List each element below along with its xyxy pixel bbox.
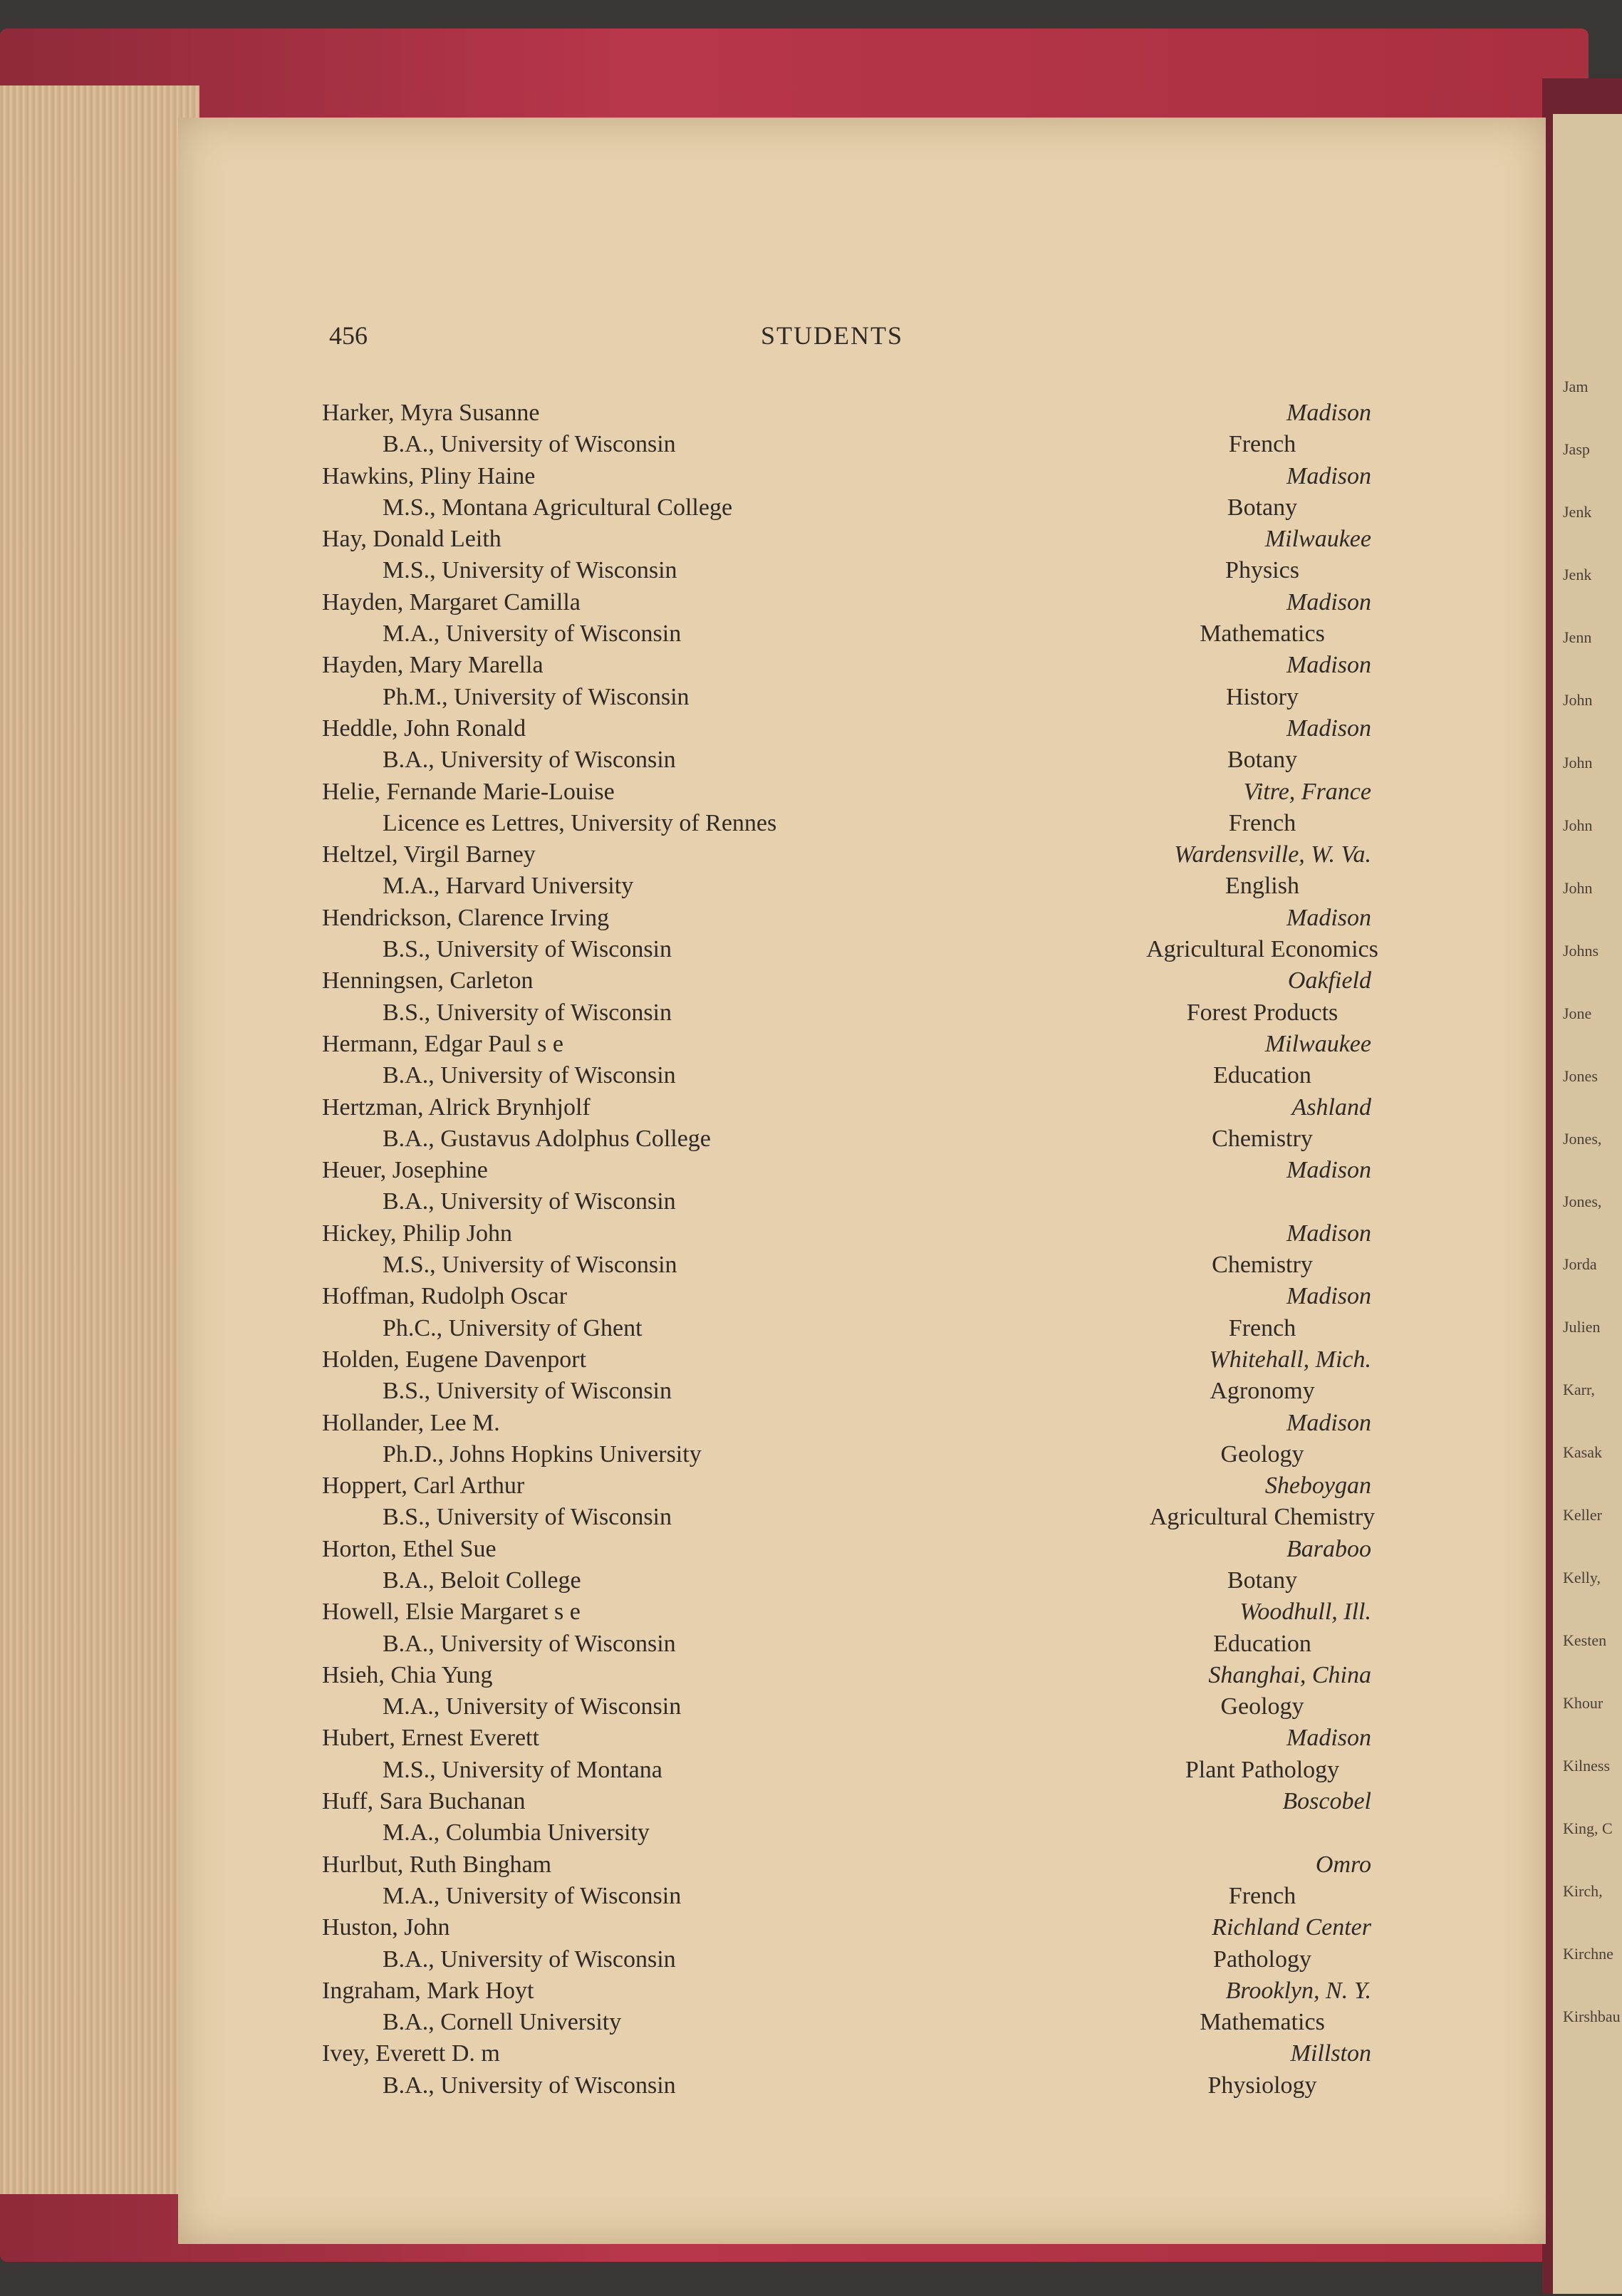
facing-page-fragment: Jenk [1563, 566, 1592, 583]
student-entry [0, 1344, 1622, 1408]
entry-degree-line [0, 1755, 1622, 1786]
student-name: Hollander, Lee M. [322, 1409, 500, 1436]
entry-degree-line [0, 682, 1622, 713]
student-degree: B.A., University of Wisconsin [383, 1630, 676, 1657]
entry-degree-line [0, 1250, 1622, 1281]
entry-degree-line [0, 1060, 1622, 1091]
student-name: Hermann, Edgar Paul s e [322, 1030, 563, 1057]
entry-degree-line [0, 1629, 1622, 1660]
student-degree: M.A., Harvard University [383, 873, 634, 900]
student-hometown: Madison [1286, 1157, 1371, 1184]
student-department: Physiology [1207, 2072, 1317, 2099]
entry-name-line [0, 398, 1622, 429]
facing-page-fragment: Johns [1563, 942, 1599, 960]
entry-name-line [0, 1786, 1622, 1817]
facing-page-fragment: Kirchne [1563, 1945, 1613, 1963]
student-name: Hawkins, Pliny Haine [322, 462, 536, 489]
facing-page-fragment: King, C [1563, 1819, 1613, 1837]
student-entry [0, 903, 1622, 966]
entry-degree-line [0, 1502, 1622, 1533]
student-department: Geology [1220, 1693, 1304, 1720]
entry-degree-line [0, 492, 1622, 524]
page-header [0, 321, 1622, 356]
student-name: Huston, John [322, 1914, 450, 1941]
entry-name-line [0, 1092, 1622, 1123]
facing-page-fragment: John [1563, 879, 1593, 897]
entry-degree-line [0, 1817, 1622, 1849]
entry-name-line [0, 1660, 1622, 1691]
student-hometown: Madison [1286, 462, 1371, 489]
student-entry [0, 524, 1622, 587]
student-department: French [1228, 431, 1296, 458]
student-entry [0, 2038, 1622, 2102]
page-title: STUDENTS [761, 321, 904, 350]
student-name: Heuer, Josephine [322, 1157, 488, 1184]
student-department: Botany [1227, 494, 1298, 521]
entry-degree-line [0, 1186, 1622, 1217]
student-name: Howell, Elsie Margaret s e [322, 1599, 581, 1626]
student-entry [0, 965, 1622, 1029]
student-name: Holden, Eugene Davenport [322, 1346, 587, 1373]
student-degree: B.A., University of Wisconsin [383, 2072, 676, 2099]
student-degree: B.S., University of Wisconsin [383, 999, 672, 1026]
student-name: Hayden, Mary Marella [322, 652, 544, 679]
student-entry [0, 1218, 1622, 1282]
facing-page-fragment: Julien [1563, 1318, 1601, 1336]
facing-page-fragment: Kirshbau [1563, 2007, 1621, 2025]
student-degree: B.A., University of Wisconsin [383, 431, 676, 458]
student-entry [0, 1849, 1622, 1913]
entry-name-line [0, 1912, 1622, 1943]
student-entry [0, 1534, 1622, 1597]
student-degree: M.S., University of Montana [383, 1756, 662, 1783]
student-entry [0, 1092, 1622, 1155]
student-department: Botany [1227, 747, 1298, 774]
student-department: Physics [1225, 557, 1299, 584]
facing-page-fragment: Kasak [1563, 1443, 1602, 1461]
student-degree: B.A., University of Wisconsin [383, 1188, 676, 1215]
student-department: Geology [1220, 1440, 1304, 1468]
student-degree: B.A., Gustavus Adolphus College [383, 1125, 711, 1152]
student-name: Horton, Ethel Sue [322, 1535, 497, 1562]
facing-page-fragment: Keller [1563, 1506, 1602, 1524]
student-entry [0, 1975, 1622, 2039]
student-entry [0, 776, 1622, 840]
entry-degree-line [0, 618, 1622, 650]
student-hometown: Woodhull, Ill. [1239, 1599, 1371, 1626]
student-name: Ingraham, Mark Hoyt [322, 1977, 534, 2004]
student-degree: M.A., Columbia University [383, 1819, 650, 1846]
student-name: Hayden, Margaret Camilla [322, 588, 581, 615]
student-department: Pathology [1213, 1946, 1311, 1973]
student-department: Agronomy [1210, 1378, 1315, 1405]
student-entry [0, 1281, 1622, 1344]
student-entry [0, 1723, 1622, 1786]
entry-degree-line [0, 1376, 1622, 1407]
student-hometown: Madison [1286, 1409, 1371, 1436]
student-department: French [1228, 1882, 1296, 1909]
student-name: Hurlbut, Ruth Bingham [322, 1851, 552, 1878]
student-entry [0, 587, 1622, 650]
entry-degree-line [0, 808, 1622, 839]
student-entry [0, 1912, 1622, 1975]
student-department: French [1228, 1314, 1296, 1341]
facing-page-fragment: Kirch, [1563, 1882, 1603, 1900]
student-entry [0, 1786, 1622, 1849]
facing-page-fragment: Jorda [1563, 1255, 1597, 1273]
entry-degree-line [0, 1944, 1622, 1975]
entry-degree-line [0, 1565, 1622, 1596]
entry-degree-line [0, 2007, 1622, 2038]
entry-name-line [0, 1849, 1622, 1881]
facing-page-fragment: Kilness [1563, 1757, 1610, 1775]
student-entry [0, 839, 1622, 903]
student-hometown: Millston [1290, 2040, 1371, 2067]
student-department: Mathematics [1200, 620, 1325, 648]
entry-name-line [0, 1281, 1622, 1312]
student-hometown: Boscobel [1282, 1788, 1371, 1815]
entry-degree-line [0, 871, 1622, 902]
student-hometown: Madison [1286, 904, 1371, 931]
entry-degree-line [0, 1123, 1622, 1155]
student-department: Agricultural Chemistry [1149, 1504, 1376, 1531]
student-entry [0, 1660, 1622, 1723]
entry-degree-line [0, 1313, 1622, 1344]
entry-name-line [0, 650, 1622, 681]
student-hometown: Milwaukee [1264, 1030, 1371, 1057]
student-degree: M.A., University of Wisconsin [383, 1882, 682, 1909]
entry-name-line [0, 1723, 1622, 1754]
entry-name-line [0, 839, 1622, 871]
student-name: Helie, Fernande Marie-Louise [322, 778, 615, 805]
facing-page-fragment: John [1563, 754, 1593, 772]
student-hometown: Madison [1286, 588, 1371, 615]
entry-name-line [0, 1596, 1622, 1628]
student-hometown: Madison [1286, 1220, 1371, 1247]
student-name: Harker, Myra Susanne [322, 400, 540, 426]
student-name: Heltzel, Virgil Barney [322, 841, 536, 868]
student-name: Hay, Donald Leith [322, 526, 501, 553]
student-hometown: Madison [1286, 1283, 1371, 1310]
student-degree: B.S., University of Wisconsin [383, 1504, 672, 1531]
student-hometown: Vitre, France [1243, 778, 1371, 805]
facing-page-fragment: Kelly, [1563, 1569, 1601, 1586]
student-degree: Ph.C., University of Ghent [383, 1314, 643, 1341]
student-department: Mathematics [1200, 2009, 1325, 2036]
student-degree: B.A., Cornell University [383, 2009, 622, 2036]
entry-degree-line [0, 555, 1622, 586]
entry-degree-line [0, 2070, 1622, 2102]
facing-page-fragment: Jenn [1563, 628, 1592, 646]
student-department: Plant Pathology [1185, 1756, 1340, 1783]
entry-name-line [0, 524, 1622, 555]
student-degree: B.A., University of Wisconsin [383, 1062, 676, 1089]
entry-degree-line [0, 1691, 1622, 1723]
student-degree: B.A., University of Wisconsin [383, 747, 676, 774]
facing-page-fragment: Jones, [1563, 1130, 1602, 1148]
student-hometown: Baraboo [1286, 1535, 1371, 1562]
student-entry [0, 1155, 1622, 1218]
entry-name-line [0, 1470, 1622, 1502]
page-number: 456 [329, 321, 368, 350]
student-name: Huff, Sara Buchanan [322, 1788, 526, 1815]
student-name: Hertzman, Alrick Brynhjolf [322, 1094, 591, 1121]
student-name: Hendrickson, Clarence Irving [322, 904, 610, 931]
student-degree: B.S., University of Wisconsin [383, 936, 672, 963]
student-name: Hubert, Ernest Everett [322, 1725, 539, 1752]
student-degree: Licence es Lettres, University of Rennes [383, 809, 777, 836]
student-hometown: Richland Center [1212, 1914, 1371, 1941]
student-hometown: Ashland [1291, 1094, 1371, 1121]
student-hometown: Madison [1286, 715, 1371, 742]
facing-page-fragment: Kesten [1563, 1631, 1607, 1649]
student-degree: B.S., University of Wisconsin [383, 1378, 672, 1405]
facing-page-fragment: Jam [1563, 378, 1589, 395]
student-name: Ivey, Everett D. m [322, 2040, 500, 2067]
entry-name-line [0, 587, 1622, 618]
student-entry [0, 461, 1622, 524]
facing-page-fragment: John [1563, 816, 1593, 834]
facing-page-fragment: Karr, [1563, 1381, 1595, 1398]
student-entry [0, 1408, 1622, 1471]
student-department: Education [1213, 1630, 1311, 1657]
student-hometown: Madison [1286, 1725, 1371, 1752]
entry-name-line [0, 461, 1622, 492]
entry-name-line [0, 713, 1622, 744]
entry-name-line [0, 776, 1622, 808]
student-hometown: Wardensville, W. Va. [1174, 841, 1371, 868]
student-entry [0, 713, 1622, 776]
student-hometown: Oakfield [1287, 967, 1371, 994]
student-degree: M.S., University of Wisconsin [383, 557, 677, 584]
student-department: Forest Products [1186, 999, 1338, 1026]
student-name: Heddle, John Ronald [322, 715, 526, 742]
entry-name-line [0, 1029, 1622, 1060]
entry-name-line [0, 1155, 1622, 1186]
student-name: Hickey, Philip John [322, 1220, 512, 1247]
student-department: Botany [1227, 1567, 1298, 1594]
student-department: Chemistry [1212, 1252, 1313, 1279]
student-degree: B.A., University of Wisconsin [383, 1946, 676, 1973]
entry-name-line [0, 965, 1622, 997]
student-hometown: Milwaukee [1264, 526, 1371, 553]
student-department: English [1225, 873, 1299, 900]
entry-name-line [0, 1534, 1622, 1565]
student-name: Henningsen, Carleton [322, 967, 534, 994]
student-department: Agricultural Economics [1146, 936, 1378, 963]
entry-name-line [0, 903, 1622, 934]
student-degree: Ph.D., Johns Hopkins University [383, 1440, 702, 1468]
student-hometown: Sheboygan [1264, 1472, 1371, 1500]
student-name: Hoppert, Carl Arthur [322, 1472, 525, 1500]
facing-page-fragment: Jasp [1563, 440, 1590, 458]
student-department: History [1226, 683, 1299, 710]
entry-name-line [0, 2038, 1622, 2069]
facing-page-fragment: Jones, [1563, 1193, 1602, 1210]
entry-name-line [0, 1408, 1622, 1439]
student-degree: M.S., University of Wisconsin [383, 1252, 677, 1279]
student-hometown: Omro [1315, 1851, 1371, 1878]
student-entry [0, 1596, 1622, 1660]
student-department: French [1228, 809, 1296, 836]
student-entry [0, 1029, 1622, 1092]
entry-name-line [0, 1344, 1622, 1376]
facing-page-fragment: Jones [1563, 1067, 1598, 1085]
entry-degree-line [0, 429, 1622, 460]
facing-page-fragment: Khour [1563, 1694, 1603, 1712]
entry-name-line [0, 1218, 1622, 1250]
student-list [0, 398, 1622, 2102]
facing-page-fragment: Jone [1563, 1004, 1592, 1022]
student-entry [0, 1470, 1622, 1534]
student-hometown: Whitehall, Mich. [1209, 1346, 1371, 1373]
entry-degree-line [0, 744, 1622, 776]
student-entry [0, 650, 1622, 713]
student-degree: M.A., University of Wisconsin [383, 620, 682, 648]
student-hometown: Brooklyn, N. Y. [1225, 1977, 1371, 2004]
student-hometown: Shanghai, China [1208, 1661, 1371, 1688]
entry-degree-line [0, 1881, 1622, 1912]
student-entry [0, 398, 1622, 461]
student-hometown: Madison [1286, 400, 1371, 426]
entry-name-line [0, 1975, 1622, 2007]
entry-degree-line [0, 934, 1622, 965]
student-hometown: Madison [1286, 652, 1371, 679]
student-name: Hsieh, Chia Yung [322, 1661, 493, 1688]
student-degree: Ph.M., University of Wisconsin [383, 683, 690, 710]
student-degree: M.S., Montana Agricultural College [383, 494, 733, 521]
student-department: Education [1213, 1062, 1311, 1089]
facing-page-fragment: John [1563, 691, 1593, 709]
student-department: Chemistry [1212, 1125, 1313, 1152]
facing-page-fragment: Jenk [1563, 503, 1592, 521]
entry-degree-line [0, 1439, 1622, 1470]
student-degree: M.A., University of Wisconsin [383, 1693, 682, 1720]
entry-degree-line [0, 997, 1622, 1029]
student-name: Hoffman, Rudolph Oscar [322, 1283, 568, 1310]
student-degree: B.A., Beloit College [383, 1567, 581, 1594]
